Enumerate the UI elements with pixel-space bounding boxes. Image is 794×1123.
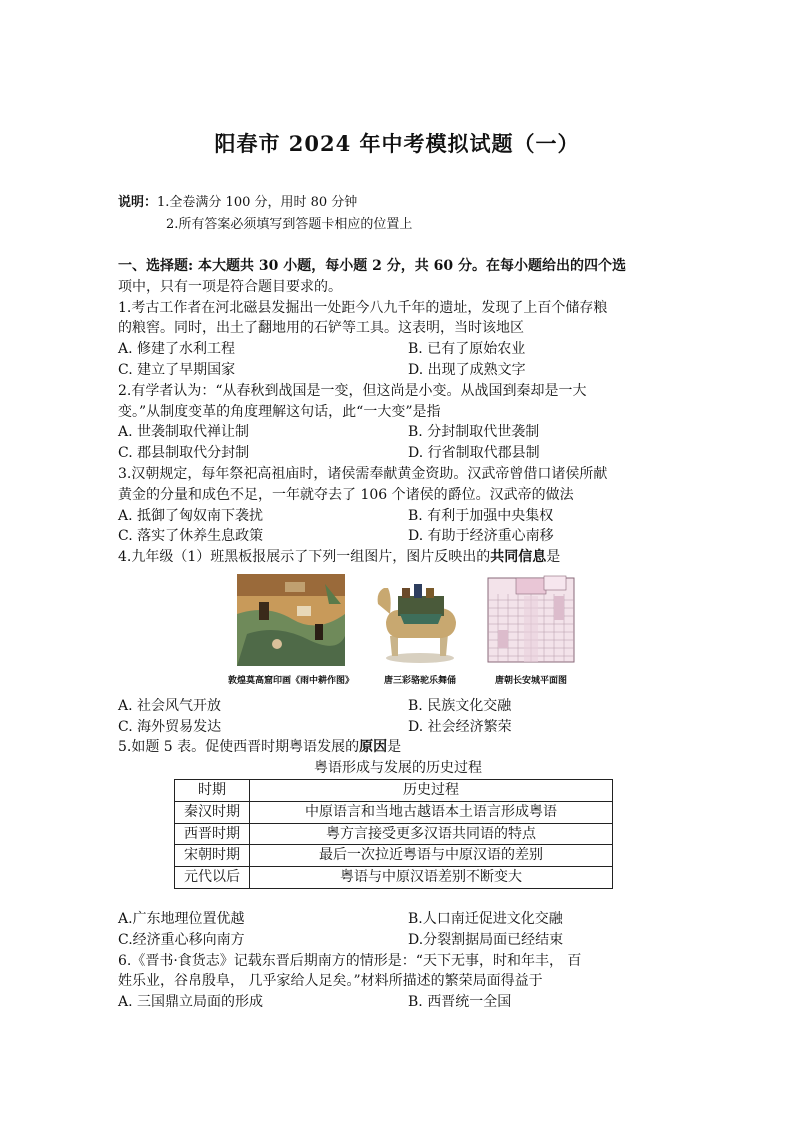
q1-option-d: D. 出现了成熟文字 [408, 361, 526, 378]
q6-options [118, 992, 678, 1013]
q1-option-a: A. 修建了水利工程 [118, 341, 236, 358]
table-cell-process: 中原语言和当地古越语本土语言形成粤语 [250, 801, 613, 823]
instruction-item-2: 2.所有答案必须填写到答题卡相应的位置上 [166, 217, 413, 232]
q5-table-caption: 粤语形成与发展的历史过程 [314, 760, 482, 777]
q5-option-b: B.人口南迁促进文化交融 [408, 910, 563, 927]
table-cell-process: 粤方言接受更多汉语共同语的特点 [250, 823, 613, 845]
camel-figurine-image [368, 574, 472, 666]
q3-option-a: A. 抵御了匈奴南下袭扰 [118, 507, 264, 524]
figure-camel [368, 574, 472, 692]
q2-stem-line1: 2.有学者认为：“从春秋到战国是一变，但这尚是小变。从战国到秦却是一大 [118, 382, 587, 399]
q3-option-b: B. 有利于加强中央集权 [408, 507, 554, 524]
q5-table [174, 779, 613, 889]
q3-option-c: C. 落实了休养生息政策 [118, 528, 264, 545]
exam-title: 阳春市 2024 年中考模拟试题（一） [214, 131, 580, 156]
q6-option-a: A. 三国鼎立局面的形成 [118, 994, 264, 1011]
q5-option-c: C.经济重心移向南方 [118, 931, 245, 948]
q4-figures [228, 574, 678, 692]
table-cell-period: 宋朝时期 [175, 845, 250, 867]
question-body [118, 256, 678, 1013]
q5-options [118, 909, 678, 951]
q4-stem-emphasis: 共同信息 [490, 549, 547, 566]
q2-option-b: B. 分封制取代世袭制 [408, 424, 540, 441]
table-row [175, 823, 613, 845]
instruction-item-1: 1.全卷满分 100 分，用时 80 分钟 [157, 195, 358, 210]
table-cell-period: 元代以后 [175, 867, 250, 889]
figure-caption-3: 唐朝长安城平面图 [495, 675, 568, 686]
section-heading-cont: 项中，只有一项是符合题目要求的。 [118, 278, 342, 295]
q2-option-d: D. 行省制取代郡县制 [408, 445, 540, 462]
q1-stem-line1: 1.考古工作者在河北磁县发掘出一处距今八九千年的遗址，发现了上百个储存粮 [118, 299, 608, 316]
table-cell-period: 西晋时期 [175, 823, 250, 845]
figure-caption-1: 敦煌莫高窟印画《雨中耕作图》 [228, 675, 355, 686]
table-header-process: 历史过程 [250, 779, 613, 801]
instructions [118, 192, 412, 236]
q2-options [118, 422, 678, 464]
q4-option-b: B. 民族文化交融 [408, 697, 512, 714]
q2-option-a: A. 世袭制取代禅让制 [118, 424, 250, 441]
q4-option-c: C. 海外贸易发达 [118, 718, 222, 735]
q5-stem-post: 是 [387, 739, 402, 756]
q1-option-b: B. 已有了原始农业 [408, 341, 526, 358]
q4-options [118, 696, 678, 738]
table-cell-period: 秦汉时期 [175, 801, 250, 823]
q3-stem-line1: 3.汉朝规定，每年祭祀高祖庙时，诸侯需奉献黄金资助。汉武帝曾借口诸侯所献 [118, 465, 608, 482]
section-heading: 一、选择题: 本大题共 30 小题，每小题 2 分，共 60 分。在每小题给出的四个选 [118, 258, 626, 274]
q4-option-a: A. 社会风气开放 [118, 697, 222, 714]
q4-stem-pre: 4.九年级（1）班黑板报展示了下列一组图片，图片反映出的 [118, 549, 491, 566]
mural-image [237, 574, 345, 666]
q6-stem-line2: 姓乐业，谷帛殷阜， 几乎家给人足矣。”材料所描述的繁荣局面得益于 [118, 973, 543, 990]
q5-option-a: A.广东地理位置优越 [118, 910, 245, 927]
figure-caption-2: 唐三彩骆驼乐舞俑 [384, 675, 457, 686]
q6-option-b: B. 西晋统一全国 [408, 994, 512, 1011]
spacer [118, 889, 678, 909]
q5-stem [118, 737, 678, 758]
q2-option-c: C. 郡县制取代分封制 [118, 445, 250, 462]
q5-option-d: D.分裂割据局面已经结束 [408, 931, 564, 948]
q1-stem-line2: 的粮窖。同时，出土了翻地用的石铲等工具。这表明，当时该地区 [118, 320, 524, 337]
figure-mural [228, 574, 354, 692]
table-header-row [175, 779, 613, 801]
q4-option-d: D. 社会经济繁荣 [408, 718, 512, 735]
table-header-period: 时期 [175, 779, 250, 801]
table-row [175, 801, 613, 823]
table-cell-process: 粤语与中原汉语差别不断变大 [250, 867, 613, 889]
q1-options [118, 339, 678, 381]
q4-stem-post: 是 [546, 549, 561, 566]
q5-stem-emphasis: 原因 [359, 739, 388, 756]
q2-stem-line2: 变。”从制度变革的角度理解这句话，此“一大变”是指 [118, 403, 441, 420]
table-cell-process: 最后一次拉近粤语与中原汉语的差别 [250, 845, 613, 867]
q4-stem [118, 547, 678, 568]
table-row [175, 867, 613, 889]
q3-stem-line2: 黄金的分量和成色不足，一年就夺去了 106 个诸侯的爵位。汉武帝的做法 [118, 486, 574, 503]
q3-option-d: D. 有助于经济重心南移 [408, 528, 554, 545]
city-plan-image [486, 574, 576, 666]
q3-options [118, 506, 678, 548]
figure-city-plan [486, 574, 576, 692]
q5-stem-pre: 5.如题 5 表。促使西晋时期粤语发展的 [118, 739, 360, 756]
table-row [175, 845, 613, 867]
q6-stem-line1: 6.《晋书·食货志》记载东晋后期南方的情形是：“天下无事，时和年丰， 百 [118, 952, 582, 969]
q1-option-c: C. 建立了早期国家 [118, 361, 236, 378]
instructions-label: 说明： [118, 195, 158, 210]
